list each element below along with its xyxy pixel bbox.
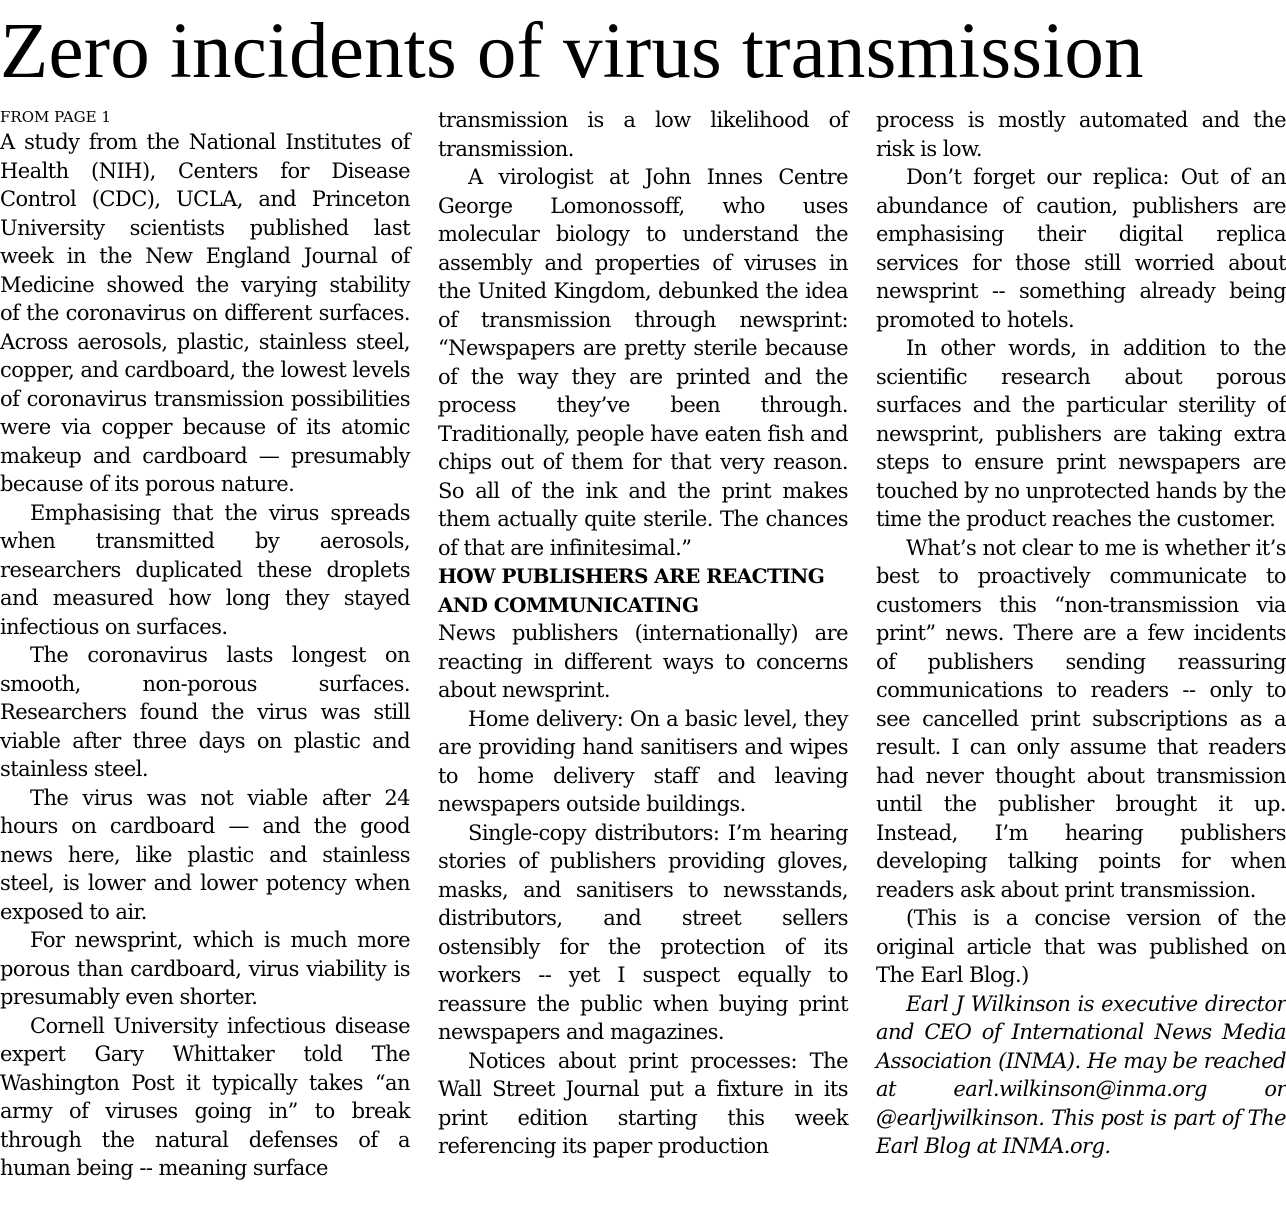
- article-column-2: [438, 106, 848, 1161]
- paragraph: The coronavirus lasts longest on smooth, non-porous surfaces. Researchers found the virus was still viable after three days on plastic and stainless steel.: [0, 643, 410, 781]
- paragraph: transmission is a low likelihood of transmission.: [438, 108, 848, 161]
- paragraph: Cornell University infectious disease expert Gary Whittaker told The Washington Post it typically takes “an army of viruses going in” to break through the natural defenses of a human being -- meaning surface: [0, 1013, 410, 1180]
- article-column-3: [876, 106, 1286, 1161]
- headline: Zero incidents of virus transmission: [0, 8, 1144, 95]
- section-subhead: HOW PUBLISHERS ARE REACTING AND COMMUNICATING: [438, 564, 825, 617]
- paragraph: For newsprint, which is much more porous than cardboard, virus viability is presumably even shorter.: [0, 928, 410, 1009]
- paragraph: A study from the National Institutes of Health (NIH), Centers for Disease Control (CDC), UCLA, and Princeton University scientists published last week in the New England Journal of Medicine showed the varying stability of the coronavirus on different surfaces. Across aerosols, plastic, stainless steel, copper, and cardboard, the lowest levels of coronavirus transmission possibilities were via copper because of its atomic makeup and cardboard — presumably because of its porous nature.: [0, 130, 410, 496]
- paragraph: News publishers (internationally) are reacting in different ways to concerns about newsprint.: [438, 621, 848, 702]
- paragraph: Notices about print processes: The Wall Street Journal put a fixture in its print edition starting this week referencing its paper production: [438, 1048, 848, 1158]
- paragraph: Emphasising that the virus spreads when transmitted by aerosols, researchers duplicated these droplets and measured how long they stayed infectious on surfaces.: [0, 500, 410, 639]
- paragraph: Don’t forget our replica: Out of an abundance of caution, publishers are emphasising their digital replica services for those still worried about newsprint -- something already being promoted to hotels.: [876, 165, 1286, 332]
- paragraph: (This is a concise version of the original article that was published on The Earl Blog.): [876, 906, 1286, 987]
- paragraph: What’s not clear to me is whether it’s best to proactively communicate to customers this “non-transmission via print” news. There are a few incidents of publishers sending reassuring communications to readers -- only to see cancelled print subscriptions as a result. I can only assume that readers had never thought about transmission until the publisher brought it up. Instead, I’m hearing publishers developing talking points for when readers ask about print transmission.: [876, 535, 1286, 902]
- paragraph: Home delivery: On a basic level, they are providing hand sanitisers and wipes to home delivery staff and leaving newspapers outside buildings.: [438, 706, 848, 816]
- paragraph: Single-copy distributors: I’m hearing stories of publishers providing gloves, masks, and sanitisers to newsstands, distributors, and street sellers ostensibly for the protection of its workers -- yet I suspect equally to reassure the public when buying print newspapers and magazines.: [438, 820, 848, 1044]
- author-byline: Earl J Wilkinson is executive director and CEO of International News Media Association (INMA). He may be reached at earl.wilkinson@inma.org or @earljwilkinson. This post is part of The Earl Blog at INMA.org.: [876, 991, 1286, 1158]
- paragraph: In other words, in addition to the scientific research about porous surfaces and the particular sterility of newsprint, publishers are taking extra steps to ensure print newspapers are touched by no unprotected hands by the time the product reaches the customer.: [876, 336, 1286, 531]
- paragraph: process is mostly automated and the risk is low.: [876, 108, 1286, 161]
- article-column-1: [0, 106, 410, 1183]
- kicker: FROM PAGE 1: [0, 108, 111, 126]
- paragraph: A virologist at John Innes Centre George Lomonossoff, who uses molecular biology to understand the assembly and properties of viruses in the United Kingdom, debunked the idea of transmission through newsprint: “Newspapers are pretty sterile because of the way they are printed and the process they’ve been through. Traditionally, people have eaten fish and chips out of them for that very reason. So all of the ink and the print makes them actually quite sterile. The chances of that are infinitesimal.”: [438, 165, 848, 560]
- paragraph: The virus was not viable after 24 hours on cardboard — and the good news here, like plastic and stainless steel, is lower and lower potency when exposed to air.: [0, 785, 410, 924]
